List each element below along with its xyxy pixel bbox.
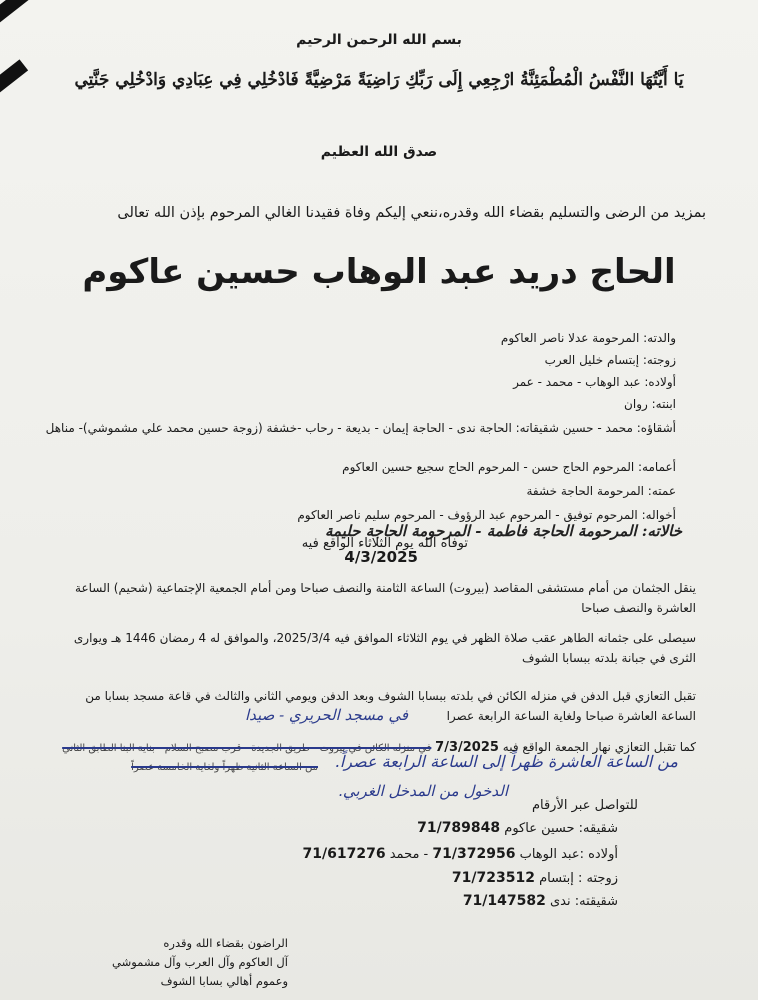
signature-line-3: وعموم أهالي بسابا الشوف [160, 974, 288, 988]
contacts-title: للتواصل عبر الأرقام [531, 798, 638, 813]
contact-sons-number-1[interactable]: 71/372956 [432, 846, 516, 862]
contact-sister [463, 893, 618, 909]
relative-daughter: ابنته: روان [624, 397, 676, 411]
relative-siblings: أشقاؤه: محمد - حسين شقيقاته: الحاجة ندى - الحاجة إيمان - بديعة - رحاب -خشفة (زوجة حسين محمد علي مشموشي)- مناهل [45, 421, 676, 435]
quran-verse: يَا أَيَّتُهَا النَّفْسُ الْمُطْمَئِنَّةُ ارْجِعِي إِلَى رَبِّكِ رَاضِيَةً مَرْضِيَّةً فَادْخُلِي فِي عِبَادِي وَادْخُلِي جَنَّتِي [74, 70, 684, 90]
contact-brother-number[interactable]: 71/789848 [417, 820, 501, 836]
funeral-prayer-text: سيصلى على جثمانه الطاهر عقب صلاة الظهر في يوم الثلاثاء الموافق فيه 2025/3/4، والموافق له 4 رمضان 1446 هـ ويوارى الثرى في جبانة بلدته ببسابا الشوف [73, 631, 696, 665]
procession-text: ينقل الجثمان من أمام مستشفى المقاصد (بيروت) الساعة الثامنة والنصف صباحا ومن أمام الجمعية الإجتماعية (شحيم) الساعة العاشرة والنصف صباحا [75, 581, 696, 615]
contact-brother-label: شقيقه: حسين عاكوم [504, 821, 618, 836]
struck-address: في منزله الكائن في بيروت - طريق الجديدة - قرب مصبح السلام - بناية البنا الطابق الثاني [62, 743, 432, 754]
relative-aunt: عمته: المرحومة الحاجة خشفة [526, 484, 676, 498]
condolences-home-text: تقبل التعازي قبل الدفن في منزله الكائن في بلدته ببسابا الشوف وبعد الدفن ويومي الثاني والثالث في قاعة مسجد بسابا من الساعة العاشرة صباحا ولغاية الساعة الرابعة عصرا [85, 689, 696, 723]
condolences-friday-prefix: كما تقبل التعازي نهار الجمعة الواقع فيه [502, 740, 696, 754]
contact-brother [417, 820, 618, 836]
basmala: بسم الله الرحمن الرحيم [296, 32, 462, 48]
deceased-name: الحاج دريد عبد الوهاب حسين عاكوم [82, 252, 676, 292]
handwritten-maternal-aunts: خالاته: المرحومة الحاجة فاطمة - المرحومة الحاجة حليمة [325, 522, 682, 540]
handwritten-location: في مسجد الحريري - صيدا [245, 706, 408, 724]
relative-uncles: أعمامه: المرحوم الحاج حسن - المرحوم الحاج سجيع حسين العاكوم [342, 460, 676, 474]
contact-sons [303, 846, 618, 862]
death-text: توفاه الله يوم الثلاثاء الواقع فيه [301, 536, 468, 551]
contact-sons-number-2[interactable]: 71/617276 [302, 846, 386, 862]
relative-mother: والدته: المرحومة عدلا ناصر العاكوم [500, 331, 676, 345]
contact-wife-label: زوجته : إبتسام [539, 871, 618, 886]
contact-sons-label: أولاده :عبد الوهاب [519, 847, 618, 862]
intro-text: بمزيد من الرضى والتسليم بقضاء الله وقدره،ننعي إليكم وفاة فقيدنا الغالي المرحوم بإذن الله تعالى [117, 205, 706, 221]
contact-sons-label-2: - محمد [389, 847, 429, 862]
relative-maternal-uncles: أخواله: المرحوم توفيق - المرحوم عبد الرؤوف - المرحوم سليم ناصر العاكوم [297, 508, 676, 522]
struck-time: من الساعة الثانية ظهراً ولغاية الخامسة عصراً [131, 762, 318, 773]
contact-sister-number[interactable]: 71/147582 [462, 893, 546, 909]
death-date: 4/3/2025 [344, 548, 418, 566]
handwritten-time: من الساعة العاشرة ظهراً إلى الساعة الرابعة عصراً. [334, 752, 678, 771]
sadaq-allah: صدق الله العظيم [320, 144, 438, 160]
mourning-ribbon-tail [0, 59, 28, 95]
contact-wife-number[interactable]: 71/723512 [451, 870, 535, 886]
relative-wife: زوجته: إبتسام خليل العرب [544, 353, 676, 367]
relative-sons: أولاده: عبد الوهاب - محمد - عمر [513, 375, 676, 389]
signature-line-2: آل العاكوم وآل العرب وآل مشموشي [112, 955, 288, 969]
contact-sister-label: شقيقته: ندى [550, 894, 618, 909]
signature-line-1: الراضون بقضاء الله وقدره [163, 936, 288, 950]
contact-wife [452, 870, 618, 886]
handwritten-entrance: الدخول من المدخل الغربي. [338, 782, 508, 800]
condolences-friday-date: 7/3/2025 [435, 740, 499, 755]
